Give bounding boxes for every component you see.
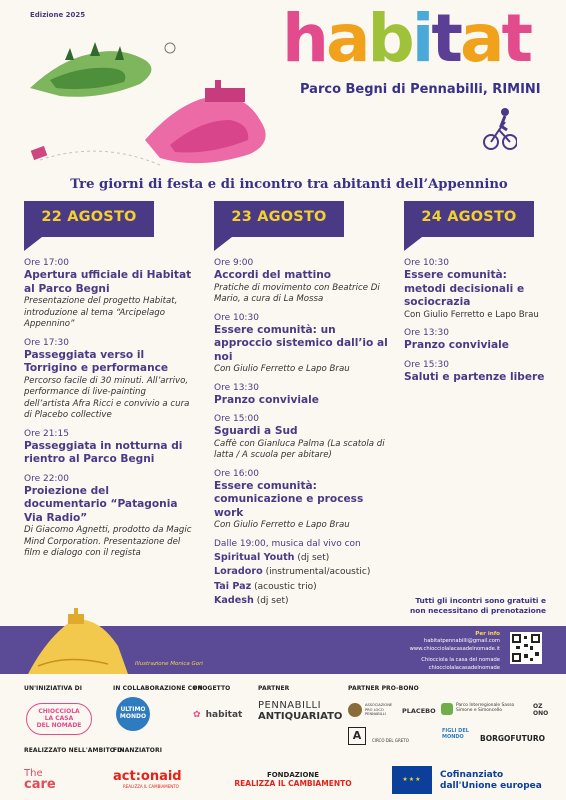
event-title: Apertura ufficiale di Habitat al Parco Begni [24,269,192,295]
eu-flag-icon: ★★★ [392,766,432,794]
event-title: Pranzo conviviale [214,393,319,406]
event-description: Caffè con Gianluca Palma (La scatola di latta / A scuola per abitare) [214,438,385,460]
act-note: (dj set) [256,596,289,606]
banner-notch [404,237,422,251]
logo-text: ANTIQUARIATO [258,711,343,722]
music-section [214,538,394,609]
banner-notch [214,237,232,251]
music-heading: Dalle 19:00, musica dal vivo con [214,538,361,549]
circo-logo: CIRCO DEL GRETO [372,738,409,743]
event-item [214,468,394,532]
event-item [214,382,394,408]
placebo-logo: PLACEBO [402,707,436,715]
schedule-day-3 [404,257,552,390]
logo-text: habitat [205,710,243,720]
event-description: Pratiche di movimento con Beatrice Di Mario, a cura di La Mossa [214,282,380,304]
actionaid-logo [113,770,182,789]
event-description: Con Giulio Ferretto e Lapo Brau [404,309,539,320]
habitat-mark-icon: ✿ [193,710,201,720]
act-name: Tai Paz [214,580,252,592]
event-title: Sguardi a Sud [214,425,298,437]
event-time: Ore 15:00 [214,414,259,424]
act-name: Kadesh [214,595,254,606]
label-realized: REALIZZATO NELL'AMBITO DI [24,747,125,754]
act-name: Loradoro [214,566,263,577]
day-label: 23 AGOSTO [231,209,327,225]
music-act [214,565,394,580]
thecare-logo [24,768,56,790]
cyclist-icon [483,104,517,152]
eu-cofinanced-logo [440,770,542,792]
logo-text: DEL NOMADE [36,722,82,729]
brand-letter: t [501,0,531,77]
logo-text: REALIZZA IL CAMBIAMENTO [234,779,352,788]
logo-text: CHIOCCIOLA [38,708,80,715]
event-item [24,257,194,331]
contact-social: Chiocciola la casa del nomade [421,657,500,663]
event-title: Pranzo conviviale [404,339,509,351]
seal-icon [348,703,362,717]
event-item [214,413,394,462]
contact-social: chiocciolalacasadelnomade [428,665,500,671]
logo-text: MONDO [119,713,147,720]
event-time: Ore 16:00 [214,468,259,479]
event-time: Ore 22:00 [24,473,69,484]
event-title: Proiezione del documentario “Patagonia Via Radio” [24,484,178,524]
tagline: Tre giorni di festa e di incontro tra abitanti dell’Appennino [70,177,508,192]
logo-text: dall'Unione europea [440,781,542,791]
logo-text: ULTIMO [120,706,146,713]
tree-icon [441,703,453,715]
music-act [214,594,394,609]
village-illustration [28,606,128,674]
event-description: Presentazione del progetto Habitat, introduzione al tema “Arcipelago Appennino” [24,296,178,329]
label-initiative: UN'INIZIATIVA DI [24,685,83,692]
event-title: Accordi del mattino [214,269,332,281]
label-partner: PARTNER [258,685,290,692]
event-item [404,327,552,353]
event-time: Ore 10:30 [404,258,449,268]
event-title: Essere comunità: comunicazione e process work [214,479,364,519]
brand-letter: h [282,0,326,77]
day-label: 22 AGOSTO [41,209,137,225]
banner-notch [24,237,42,251]
event-item [214,257,394,306]
logo-text: act:onaid [113,769,182,784]
logo-text: PENNABILLI [258,700,322,711]
brand-letter: a [459,0,502,77]
logo-text: care [24,777,56,792]
event-time: Ore 10:30 [214,312,259,323]
day-banner-22 [24,201,154,237]
event-item [214,312,394,376]
chiocciola-logo [26,703,92,735]
event-item [24,473,194,560]
logo-text: LA CASA [44,715,74,722]
free-entry-note: Tutti gli incontri sono gratuiti e non necessitano di prenotazione [410,596,546,615]
act-name: Spiritual Youth [214,551,295,563]
day-label: 24 AGOSTO [421,209,517,225]
contact-site[interactable]: www.chiocciolalacasadelnomade.it [409,646,500,652]
event-description: Di Giacomo Agnetti, prodotto da Magic Mind Corporation. Presentazione del film e dialogo con il regista [24,525,192,558]
event-title: Essere comunità: metodi decisionali e sociocrazia [404,269,525,308]
label-collab: IN COLLABORAZIONE CON [113,685,203,692]
event-title: Passeggiata in notturna di rientro al Parco Begni [24,439,183,465]
edition-label: Edizione 2025 [30,11,86,19]
fondazione-logo [228,771,358,788]
music-act [214,551,394,566]
habitat-logo [193,702,242,721]
logo-text: REALIZZA IL CAMBIAMENTO [123,784,179,789]
event-time: Ore 17:30 [24,337,69,348]
event-item [404,257,552,321]
event-time: Ore 13:30 [404,328,449,338]
event-time: Ore 21:15 [24,428,69,439]
event-time: Ore 15:30 [404,359,449,370]
brand-logo [282,0,552,86]
qr-code-icon[interactable] [510,632,542,664]
brand-letter: i [411,0,432,77]
illustration-credit: Illustrazione Monica Gori [135,661,203,667]
schedule-day-1 [24,257,194,566]
contact-info [400,631,500,672]
event-title: Passeggiata verso il Torrigino e performance [24,348,169,374]
event-time: Ore 9:00 [214,258,254,268]
hills-illustration [20,20,300,180]
event-title: Saluti e partenze libere [404,370,545,383]
logo-text: The [24,768,43,779]
day-banner-24 [404,201,534,237]
borgofuturo-logo: BORGOFUTURO [480,734,545,743]
label-funders: FINANZIATORI [113,747,163,754]
contact-email[interactable]: habitatpennabilli@gmail.com [423,638,500,644]
event-time: Ore 13:30 [214,382,259,393]
logo-text: ASSOCIAZIONE PRO LOCO PENNABILLI [365,703,393,717]
venue-subtitle: Parco Begni di Pennabilli, RIMINI [300,82,541,97]
event-time: Ore 17:00 [24,258,69,268]
ultimo-mondo-logo [116,697,150,731]
event-description: Con Giulio Ferretto e Lapo Brau [214,364,350,374]
proloco-logo [348,703,396,717]
event-title: Essere comunità: un approccio sistemico dall’io al noi [214,323,388,363]
logo-text: Parco Interregionale Sasso Simone e Simoncello [456,703,515,714]
a-logo-icon: A [348,727,366,745]
brand-letter: t [431,0,460,77]
act-note: (acoustic trio) [254,581,317,592]
parco-logo [441,703,531,714]
event-description: Percorso facile di 30 minuti. All’arrivo, performance di live-painting dell’artista Afra Ricci e convivio a cura di Placebo collective [24,375,190,420]
event-item [24,428,194,467]
logo-text: FONDAZIONE [266,771,320,779]
music-act [214,580,394,595]
brand-letter: b [367,0,412,77]
label-probono: PARTNER PRO-BONO [348,685,419,692]
info-title: Per info [475,631,500,637]
event-description: Con Giulio Ferretto e Lapo Brau [214,520,350,530]
act-note: (instrumental/acoustic) [265,567,371,577]
pennabilli-antiquariato-logo [258,700,342,722]
ozono-logo: OZ ONO [533,703,549,717]
schedule-day-2 [214,257,394,609]
event-item [404,359,552,385]
figli-logo: FIGLI DEL MONDO [442,728,469,740]
day-banner-23 [214,201,344,237]
act-note: (dj set) [297,552,330,563]
logo-text: Cofinanziato [440,770,504,780]
brand-letter: a [326,0,368,77]
event-item [24,337,194,422]
label-project: PROGETTO [193,685,231,692]
